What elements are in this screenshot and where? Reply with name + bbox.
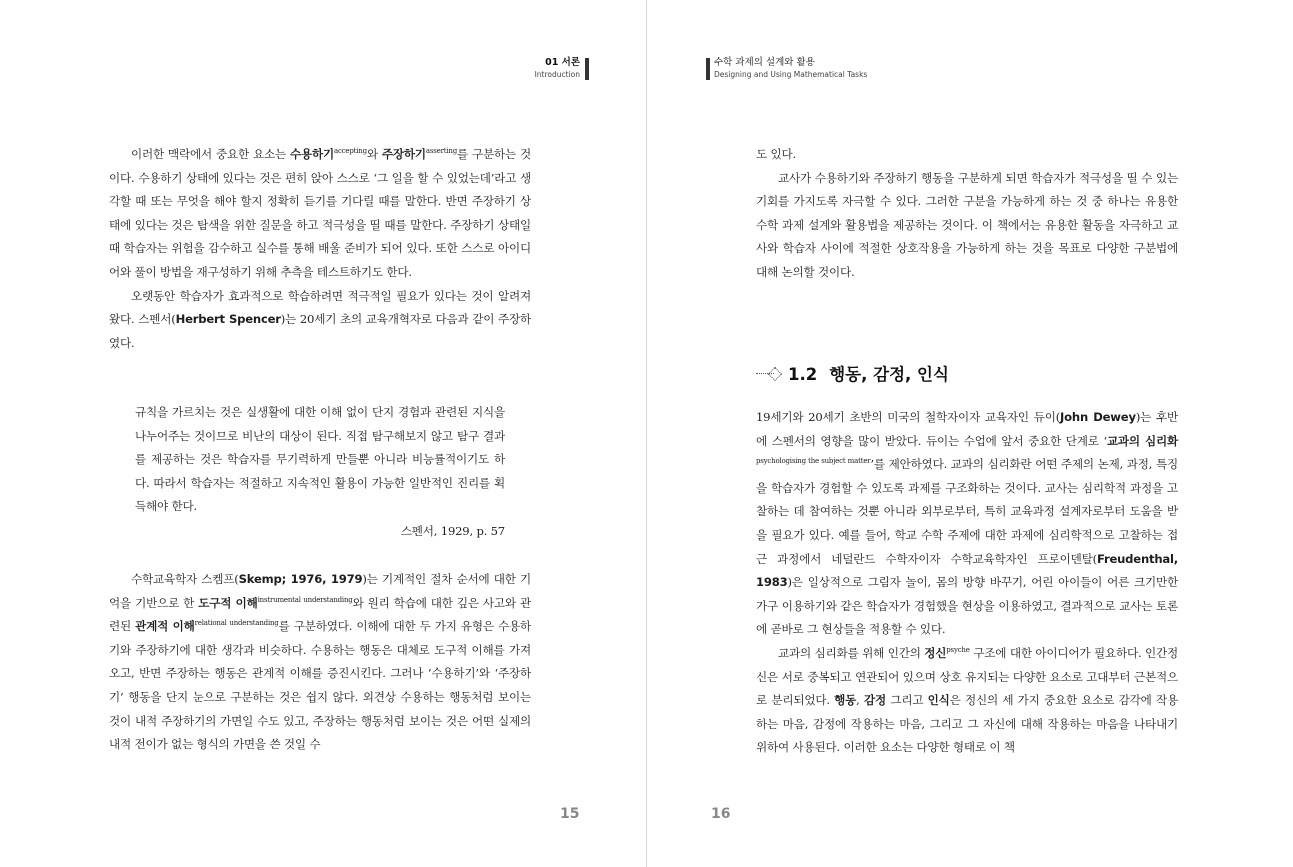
section-number: 1.2	[788, 365, 818, 384]
text-run: )은 일상적으로 그림자 놀이, 몸의 방향 바꾸기, 어린 아이들이 어른 크기만한 가구 이용하기와 같은 학습자가 경험했을 현상을 이용하였고, 결과적으로 교사는 토론에 곧바로 그 현상들을 적용할 수 있다.	[756, 575, 1178, 637]
term-psychologising: 교과의 심리화	[1106, 433, 1178, 448]
page-number-left: 15	[560, 806, 580, 822]
text-run: )는 기계적인 절차 순서에 대한 기억을 기반으로 한	[109, 572, 532, 610]
text-run: ’를 제안하였다. 교과의 심리화란 어떤 주제의 논제, 과정, 특징을 학습자가 경험할 수 있도록 과제를 구조화하는 것이다. 교사는 심리학적 과정을 고찰하는 데 참여하는 것뿐 아니라 외부로부터, 특히 교육과정 설계자로부터 도움을 받을 필요가 있다. 예를 들어, 학교 수학 주제에 대한 과제에 심리학적으로 고찰하는 접근 과정에서 네덜란드 수학자이자 수학교육학자인 프로이덴탈(	[756, 457, 1178, 566]
text-run: 19세기와 20세기 초반의 미국의 철학자이자 교육자인 듀이(	[756, 410, 1061, 424]
page-spine	[646, 0, 647, 867]
term-emotion: 감정	[863, 693, 886, 708]
text-run: 와 원리 학습에 대한 깊은 사고와 관련된	[109, 595, 531, 634]
paragraph	[109, 568, 531, 757]
name-dewey: John Dewey	[1060, 410, 1136, 424]
term-asserting: 주장하기	[381, 147, 426, 161]
block-quote	[135, 401, 505, 544]
text-run: 은 정신의 세 가지 중요한 요소로 감각에 작용하는 마음, 감정에 작용하는 마음, 그리고 그 자신에 대해 작용하는 마음을 나타내기 위하여 사용된다. 이러한 요소는 다양한 형태로 이 책	[756, 693, 1178, 755]
paragraph: 교사가 수용하기와 주장하기 행동을 구분하게 되면 학습자가 적극성을 띨 수 있는 기회를 가지도록 자극할 수 있다. 그러한 구분을 가능하게 하는 것 중 하나는 유용한 수학 과제 설계와 활용법을 제공하는 것이다. 이 책에서는 유용한 활동을 자극하고 교사와 학습자 사이에 적절한 상호작용을 가능하게 하는 것을 목표로 다양한 구분법에 대해 논의할 것이다.	[756, 170, 1178, 279]
book-subtitle: Designing and Using Mathematical Tasks	[714, 70, 868, 79]
header-bar	[706, 58, 710, 80]
text-run: 수학교육학자 스켐프(	[131, 572, 239, 586]
paragraph	[109, 143, 531, 285]
text-run: ,	[856, 693, 864, 708]
term-instrumental: 도구적 이해	[198, 595, 258, 610]
term-relational: 관계적 이해	[135, 619, 195, 634]
quote-citation: 스펜서, 1929, p. 57	[400, 523, 505, 538]
section-title: 행동, 감정, 인식	[829, 365, 949, 384]
right-text-block-1	[756, 143, 1178, 285]
name-skemp: Skemp; 1976, 1979	[238, 572, 363, 586]
term-gloss: psyche	[946, 645, 970, 654]
right-text-block-2	[756, 406, 1178, 760]
left-page	[0, 0, 646, 867]
text-run: 교과의 심리화를 위해 인간의	[778, 645, 925, 660]
text-run: 그리고	[885, 693, 928, 708]
chapter-subtitle: Introduction	[534, 70, 580, 79]
text-run: 를 구분하는 것이다. 수용하기 상태에 있다는 것은 편히 앉아 스스로 ‘그 일을 할 수 있었는데’라고 생각할 때 또는 무엇을 해야 할지 정확히 듣기를 기다릴 때를 말한다. 반면 주장하기 상태에 있다는 것은 탐색을 위한 질문을 하고 적극성을 띨 때를 말한다. 주장하기 상태일 때 학습자는 위험을 감수하고 실수를 통해 배울 준비가 되어 있다. 또한 스스로 아이디어와 풀이 방법을 재구성하기 위해 추측을 테스트하기도 한다.	[109, 147, 531, 279]
term-gloss: asserting	[425, 147, 457, 155]
quote-text: 규칙을 가르치는 것은 실생활에 대한 이해 없이 단지 경험과 관련된 지식을 나누어주는 것이므로 비난의 대상이 된다. 직접 탐구해보지 않고 탐구 결과를 제공하는 것은 학습자를 무기력하게 만들뿐 아니라 비능률적이기도 하다. 따라서 학습자는 적절하고 지속적인 활용이 가능한 일반적인 진리를 획득해야 한다.	[135, 405, 505, 514]
term-action: 행동	[834, 693, 857, 708]
term-gloss: accepting	[334, 147, 367, 155]
paragraph	[756, 406, 1178, 642]
text-run: )는 후반에 스펜서의 영향을 많이 받았다. 듀이는 수업에 앞서 중요한 단계로 ‘	[756, 410, 1178, 448]
header-bar	[585, 58, 589, 80]
term-accepting: 수용하기	[290, 147, 334, 161]
section-marker-icon	[756, 369, 782, 379]
running-header-left	[535, 57, 580, 80]
term-gloss: relational understanding	[194, 619, 279, 628]
text-run: 오랫동안 학습자가 효과적으로 학습하려면 적극적일 필요가 있다는 것이 알려져 왔다. 스펜서(	[109, 288, 531, 327]
term-gloss: psychologising the subject matter	[756, 457, 871, 466]
term-psyche: 정신	[924, 645, 947, 660]
left-text-block-1	[109, 143, 531, 355]
section-heading	[756, 363, 949, 387]
paragraph: 도 있다.	[756, 147, 796, 161]
name-freudenthal: Freudenthal, 1983	[756, 551, 1178, 590]
term-awareness: 인식	[927, 693, 950, 708]
name-spencer: Herbert Spencer	[175, 312, 281, 327]
running-header-right	[714, 57, 867, 80]
text-run: )는 20세기 초의 교육개혁자로 다음과 같이 주장하였다.	[109, 312, 531, 350]
left-text-block-2	[109, 568, 531, 757]
chapter-title: 01 서론	[545, 57, 580, 68]
book-title: 수학 과제의 설계와 활용	[714, 57, 815, 68]
term-gloss: instrumental understanding	[257, 595, 353, 604]
text-run: 구조에 대한 아이디어가 필요하다. 인간정신은 서로 중복되고 연관되어 있으며 상호 유지되는 다양한 요소로 고대부터 근본적으로 분리되었다.	[756, 645, 1179, 708]
text-run: 와	[366, 147, 382, 161]
paragraph	[109, 285, 531, 356]
text-run: 이러한 맥락에서 중요한 요소는	[131, 147, 290, 161]
page-number-right: 16	[711, 806, 731, 822]
paragraph	[756, 642, 1178, 760]
text-run: 를 구분하였다. 이해에 대한 두 가지 유형은 수용하기와 주장하기에 대한 생각과 비슷하다. 수용하는 행동은 대체로 도구적 이해를 가져오고, 반면 주장하는 행동은 관계적 이해를 증진시킨다. 그러나 ‘수용하기’와 ‘주장하기’ 행동을 단지 눈으로 구분하는 것은 쉽지 않다. 외견상 수용하는 행동처럼 보이는 것이 내적 주장하기의 가면일 수도 있고, 주장하는 행동처럼 보이는 것은 어떤 실제의 내적 전이가 없는 형식의 가면을 쓴 것일 수	[109, 619, 531, 752]
